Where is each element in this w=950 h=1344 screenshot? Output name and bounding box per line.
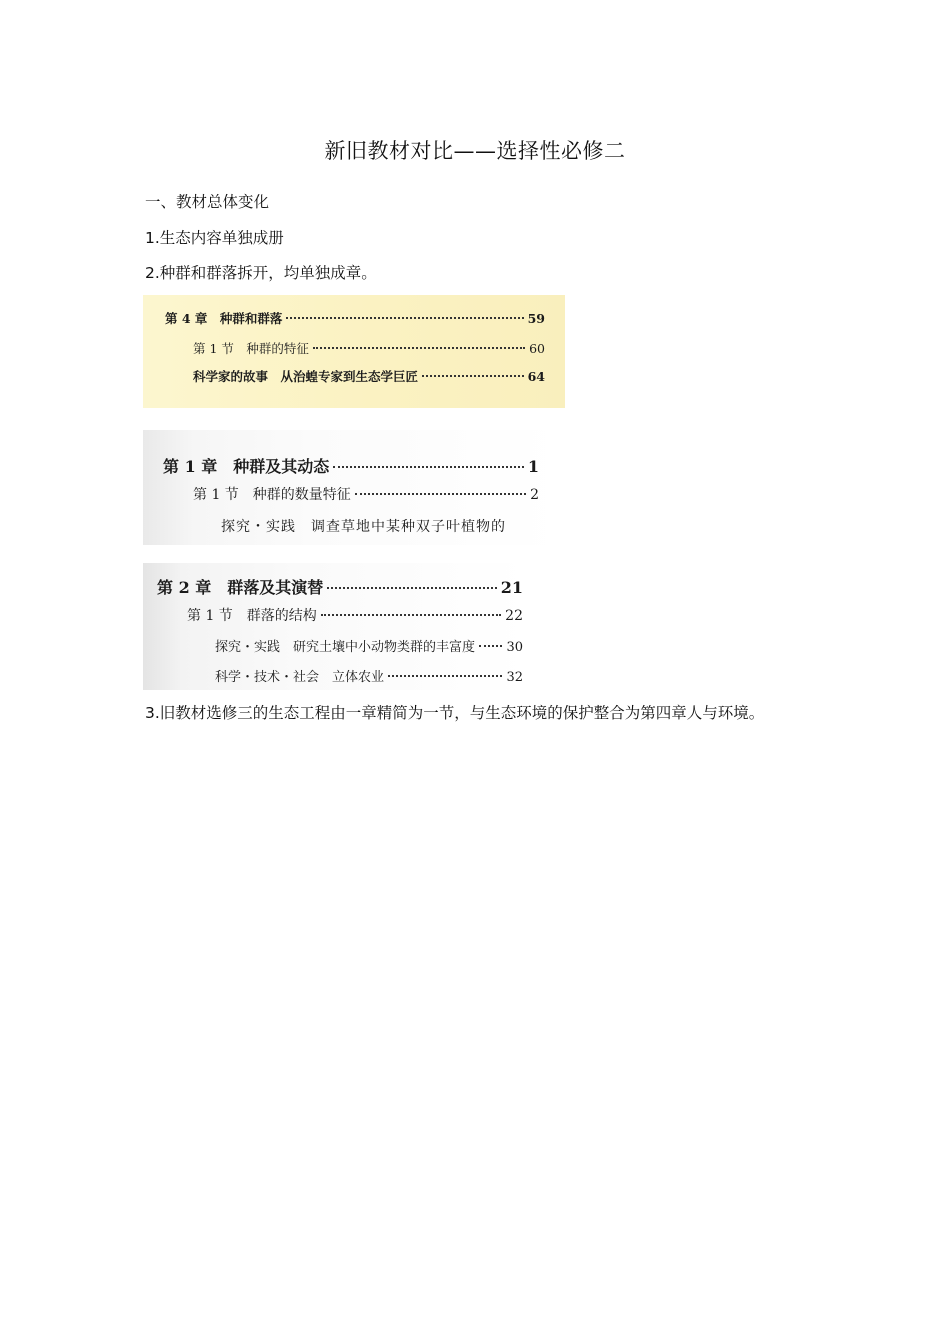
toc-row-label: 第 1 节 种群的数量特征	[193, 487, 351, 503]
toc-leader-dots	[355, 493, 526, 495]
toc-row-page: 22	[505, 608, 523, 624]
toc-leader-dots	[388, 675, 502, 677]
toc-leader-dots	[321, 614, 501, 616]
document-title: 新旧教材对比——选择性必修二	[324, 139, 626, 163]
point-1: 1.生态内容单独成册	[145, 229, 284, 247]
toc-row-page: 30	[506, 640, 523, 655]
toc-row-page: 64	[527, 369, 545, 384]
toc-row-label: 第 1 节 群落的结构	[187, 608, 317, 624]
toc-row	[193, 339, 545, 357]
toc-row-page: 2	[530, 487, 539, 503]
section-heading: 一、教材总体变化	[145, 193, 270, 211]
new-textbook-toc-image	[143, 295, 565, 408]
toc-row	[157, 575, 523, 598]
toc-row	[165, 309, 545, 327]
toc-row-label: 探究・实践 调查草地中某种双子叶植物的	[221, 519, 506, 535]
toc-row-label: 科学家的故事 从治蝗专家到生态学巨匠	[193, 369, 419, 384]
toc-row-page: 59	[527, 311, 545, 326]
toc-row-label: 第 1 章 种群及其动态	[163, 457, 330, 476]
toc-row-label: 第 4 章 种群和群落	[165, 311, 283, 326]
toc-row	[221, 516, 506, 536]
toc-row-page: 1	[527, 457, 539, 476]
toc-row-page: 21	[500, 578, 523, 597]
toc-row-label: 探究・实践 研究土壤中小动物类群的丰富度	[215, 640, 476, 655]
toc-leader-dots	[333, 466, 524, 468]
toc-row	[193, 367, 545, 385]
toc-row	[187, 605, 523, 625]
toc-row	[215, 666, 523, 685]
toc-row	[163, 454, 539, 477]
toc-leader-dots	[479, 645, 502, 647]
toc-leader-dots	[327, 587, 496, 589]
toc-row-label: 第 2 章 群落及其演替	[157, 578, 324, 597]
old-textbook-toc-image-2	[143, 563, 528, 690]
toc-row	[193, 484, 539, 504]
toc-leader-dots	[422, 375, 524, 377]
toc-row	[215, 636, 523, 655]
point-2: 2.种群和群落拆开，均单独成章。	[145, 264, 377, 282]
toc-row-page: 60	[529, 341, 545, 356]
toc-leader-dots	[313, 347, 525, 349]
old-textbook-toc-image-1	[143, 430, 563, 545]
toc-row-label: 第 1 节 种群的特征	[193, 341, 309, 356]
toc-row-page: 32	[506, 670, 523, 685]
toc-leader-dots	[286, 317, 523, 319]
toc-row-label: 科学・技术・社会 立体农业	[215, 670, 385, 685]
point-3: 3.旧教材选修三的生态工程由一章精简为一节，与生态环境的保护整合为第四章人与环境。	[145, 704, 765, 722]
